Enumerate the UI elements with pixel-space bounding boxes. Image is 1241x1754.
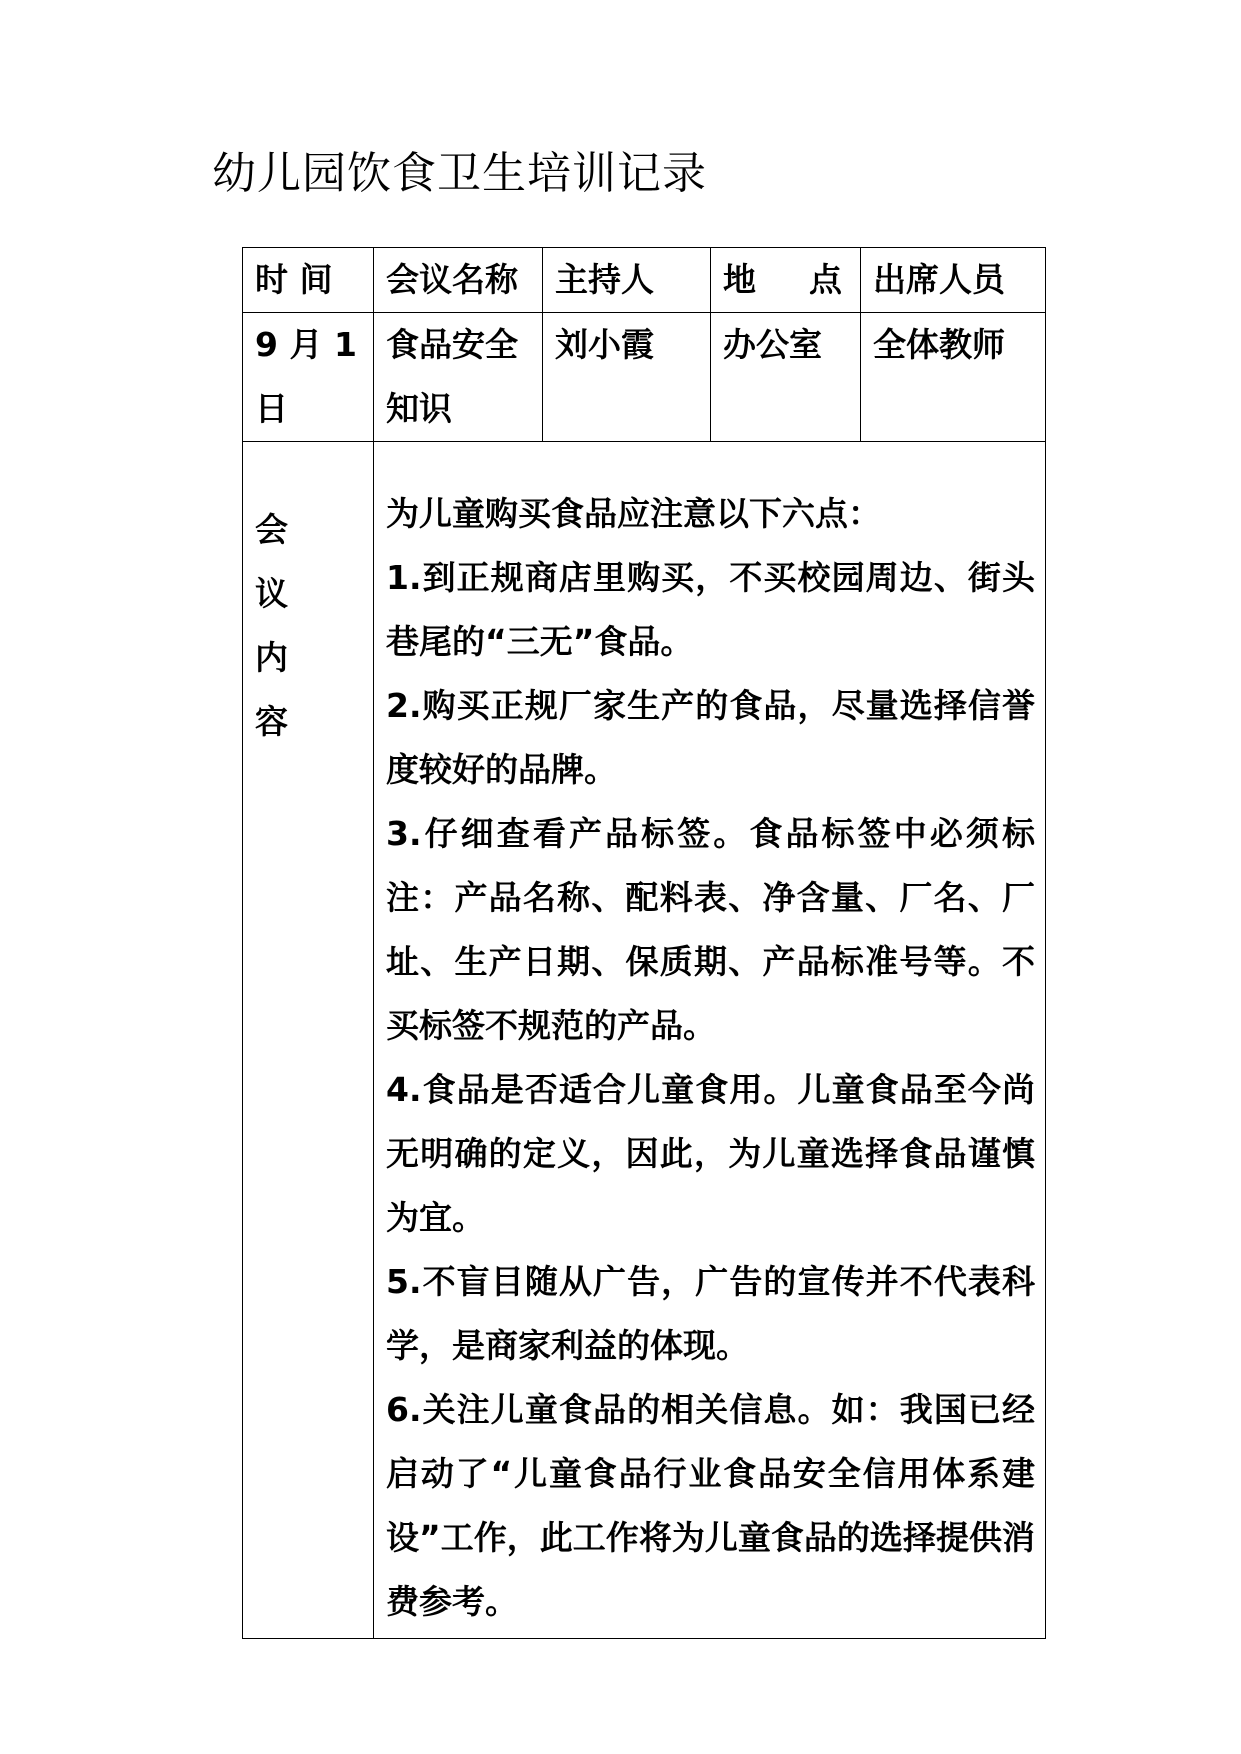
table-header-row — [243, 248, 1046, 313]
cell-time: 9 月 1 日 — [243, 313, 374, 442]
content-item: 5.不盲目随从广告，广告的宣传并不代表科学，是商家利益的体现。 — [386, 1262, 1035, 1365]
content-row — [243, 442, 1046, 1639]
header-attendees: 出席人员 — [861, 248, 1046, 313]
content-item: 1.到正规商店里购买，不买校园周边、街头巷尾的“三无”食品。 — [386, 558, 1035, 661]
cell-attendees: 全体教师 — [861, 313, 1046, 442]
content-item: 4.食品是否适合儿童食用。儿童食品至今尚无明确的定义，因此，为儿童选择食品谨慎为宜。 — [386, 1070, 1035, 1237]
content-intro: 为儿童购买食品应注意以下六点： — [386, 494, 881, 533]
cell-meeting-name: 食品安全知识 — [374, 313, 543, 442]
header-place-char-1: 地 — [723, 260, 756, 299]
content-item: 6.关注儿童食品的相关信息。如：我国已经启动了“儿童食品行业食品安全信用体系建设”工作，此工作将为儿童食品的选择提供消费参考。 — [386, 1390, 1035, 1621]
content-label — [243, 442, 374, 1639]
cell-host: 刘小霞 — [543, 313, 711, 442]
content-item: 2.购买正规厂家生产的食品，尽量选择信誉度较好的品牌。 — [386, 686, 1035, 789]
header-meeting-name: 会议名称 — [374, 248, 543, 313]
content-label-char: 容 — [255, 702, 288, 741]
content-label-char: 议 — [255, 574, 288, 613]
header-time: 时 间 — [243, 248, 374, 313]
cell-place: 办公室 — [711, 313, 861, 442]
training-record-table — [242, 247, 1046, 1639]
header-place — [711, 248, 861, 313]
content-item: 3.仔细查看产品标签。食品标签中必须标注：产品名称、配料表、净含量、厂名、厂址、生产日期、保质期、产品标准号等。不买标签不规范的产品。 — [386, 814, 1035, 1045]
document-title: 幼儿园饮食卫生培训记录 — [212, 148, 707, 199]
content-body — [374, 442, 1046, 1639]
header-host: 主持人 — [543, 248, 711, 313]
content-label-char: 内 — [255, 638, 288, 677]
header-place-char-2: 点 — [809, 260, 842, 299]
content-label-char: 会 — [255, 510, 288, 549]
table-row — [243, 313, 1046, 442]
